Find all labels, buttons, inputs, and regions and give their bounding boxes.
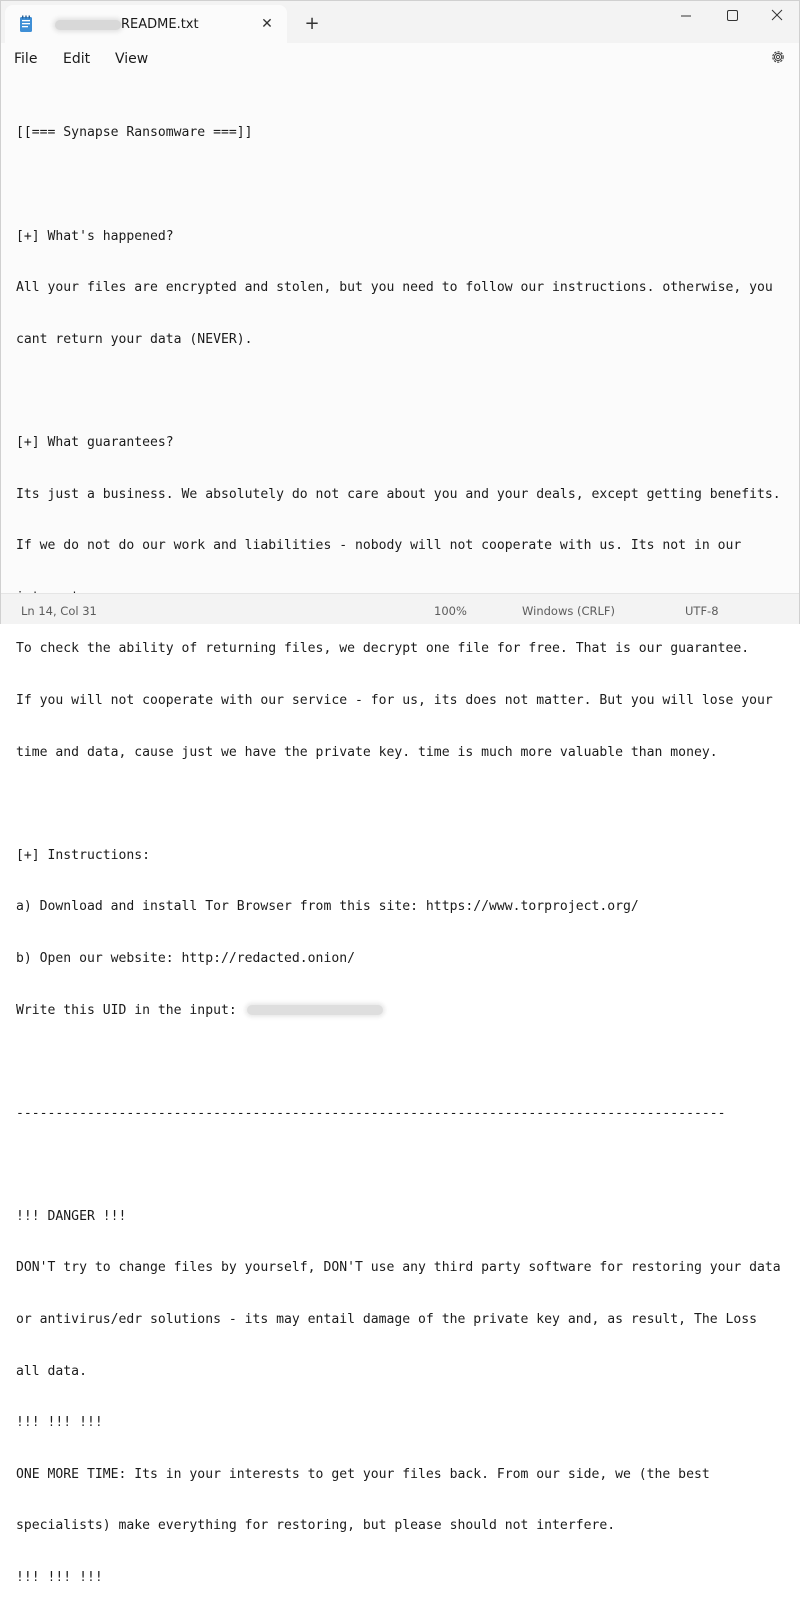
menu-edit[interactable]: Edit [63, 51, 91, 67]
status-bar [1, 593, 799, 624]
separator-line: ------------------------------------------------------------------------------------------ [16, 1105, 726, 1121]
text-line: cant return your data (NEVER). [16, 331, 253, 347]
maximize-icon [709, 1, 755, 31]
text-line: [+] What's happened? [16, 228, 174, 244]
tab-filename: README.txt [121, 17, 199, 32]
text-line: To check the ability of returning files, we decrypt one file for free. That is our guarantee. [16, 641, 750, 657]
title-bar [1, 1, 799, 43]
text-line: specialists) make everything for restoring, but please should not interfere. [16, 1518, 616, 1534]
text-line: ONE MORE TIME: Its in your interests to get your files back. From our side, we (the best [16, 1466, 710, 1482]
text-line: [+] Instructions: [16, 847, 151, 863]
line-ending[interactable]: Windows (CRLF) [522, 604, 616, 618]
cursor-position[interactable]: Ln 14, Col 31 [21, 604, 97, 618]
menu-bar [1, 43, 799, 75]
tab-close-icon[interactable]: ✕ [261, 16, 273, 32]
text-line: b) Open our website: http://redacted.onion/ [16, 950, 355, 966]
text-line: If we do not do our work and liabilities - nobody will not cooperate with us. Its not in our [16, 538, 742, 554]
close-icon [753, 1, 799, 31]
text-line: !!! !!! !!! [16, 1415, 103, 1431]
text-line [16, 795, 798, 812]
zoom-level[interactable]: 100% [434, 604, 467, 618]
file-tab[interactable] [5, 5, 287, 43]
text-line [16, 1156, 798, 1173]
text-line: [+] What guarantees? [16, 434, 174, 450]
text-line: !!! !!! !!! [16, 1570, 103, 1586]
notepad-icon [17, 15, 35, 33]
encoding[interactable]: UTF-8 [685, 604, 719, 618]
text-line [16, 1053, 798, 1070]
close-button[interactable] [753, 1, 799, 31]
text-line: or antivirus/edr solutions - its may entail damage of the private key and, as result, The Loss [16, 1312, 758, 1328]
new-tab-button[interactable]: + [304, 13, 320, 34]
text-line: a) Download and install Tor Browser from this site: https://www.torproject.org/ [16, 899, 639, 915]
maximize-button[interactable] [709, 1, 755, 31]
text-line: All your files are encrypted and stolen, but you need to follow our instructions. otherwise, you [16, 280, 773, 296]
text-line [16, 176, 798, 193]
text-line: !!! DANGER !!! [16, 1208, 127, 1224]
menu-view[interactable]: View [115, 51, 149, 67]
text-line: [[=== Synapse Ransomware ===]] [16, 125, 253, 141]
redacted-uid [247, 1005, 383, 1015]
text-line: DON'T try to change files by yourself, DON'T use any third party software for restoring your data [16, 1260, 781, 1276]
uid-line [16, 1002, 798, 1019]
text-line: If you will not cooperate with our service - for us, its does not matter. But you will lose your [16, 692, 773, 708]
text-line: all data. [16, 1363, 87, 1379]
text-line [16, 382, 798, 399]
text-line: time and data, cause just we have the private key. time is much more valuable than money. [16, 744, 718, 760]
text-line: Its just a business. We absolutely do not care about you and your deals, except getting benefits. [16, 486, 781, 502]
tab-title [55, 17, 199, 32]
minimize-button[interactable] [663, 1, 709, 31]
uid-label: Write this UID in the input: [16, 1002, 245, 1018]
document-text [16, 90, 798, 1621]
gear-icon[interactable] [769, 48, 787, 66]
minimize-icon [663, 1, 709, 31]
menu-file[interactable]: File [14, 51, 38, 67]
redacted-filename-prefix [55, 20, 121, 30]
